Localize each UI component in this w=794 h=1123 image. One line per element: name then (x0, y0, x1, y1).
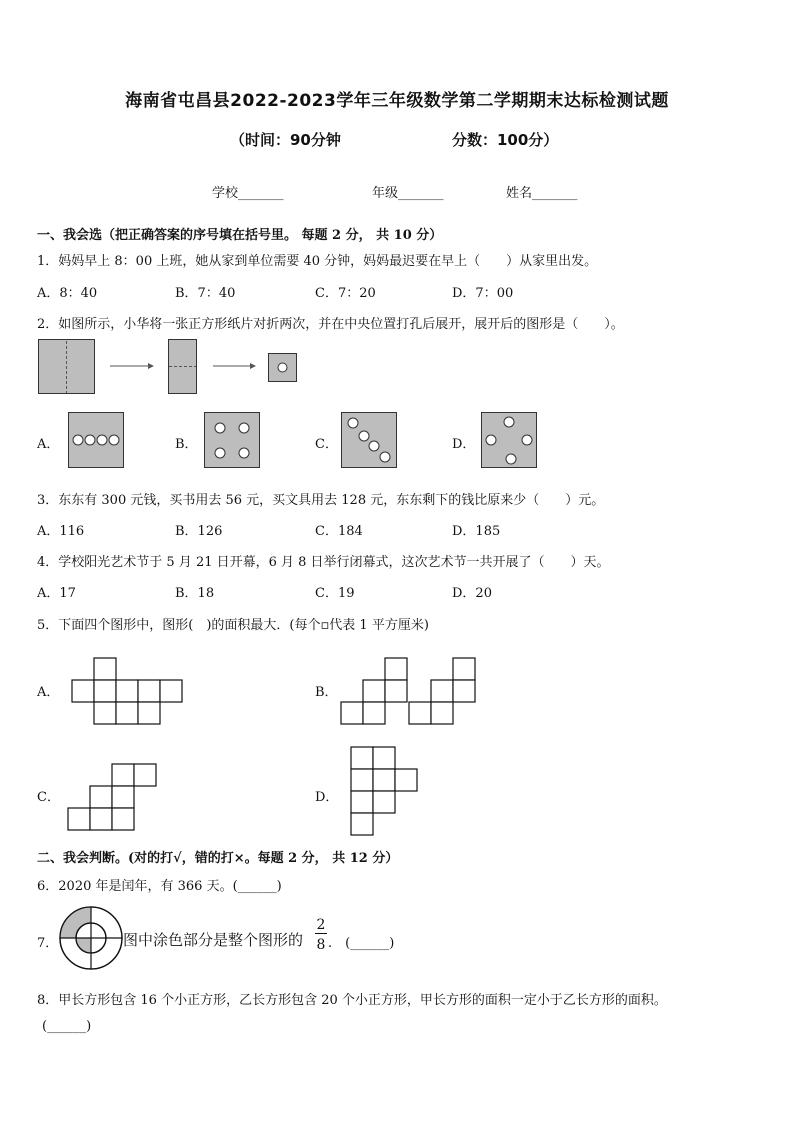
q5-option-a-grid (71, 657, 187, 727)
q1-option-a: A．8：40 (37, 286, 98, 301)
question-4: 4．学校阳光艺术节于 5 月 21 日开幕，6 月 8 日举行闭幕式，这次艺术节一共开展了（ ）天。 (37, 555, 610, 570)
question-6: 6．2020 年是闰年，有 366 天。(______) (37, 879, 282, 894)
question-8-answer-blank: (______) (42, 1019, 92, 1034)
question-3: 3．东东有 300 元钱，买书用去 56 元，买文具用去 128 元，东东剩下的钱比原来少（ ）元。 (37, 493, 605, 508)
q3-option-b: B．126 (175, 524, 223, 539)
q1-option-c: C．7：20 (315, 286, 376, 301)
school-field: 学校_______ (212, 186, 284, 201)
q5-option-c-grid (67, 763, 162, 833)
question-7-tail: . (______) (328, 936, 395, 951)
q2-option-a-figure (68, 412, 125, 469)
q3-option-c: C．184 (315, 524, 363, 539)
q5-option-a: A． (37, 685, 60, 700)
q2-option-c-figure (341, 412, 398, 469)
q5-option-c: C． (37, 790, 60, 805)
q5-option-b-grid (340, 657, 480, 727)
q1-option-d: D．7：00 (452, 286, 514, 301)
name-field: 姓名_______ (506, 186, 578, 201)
q2-option-a: A． (37, 437, 60, 452)
q2-option-d-figure (481, 412, 538, 469)
q4-option-a: A．17 (37, 586, 76, 601)
q4-option-b: B．18 (175, 586, 215, 601)
question-7-number: 7． (37, 936, 59, 951)
section-1-heading: 一、我会选（把正确答案的序号填在括号里。 每题 2 分， 共 10 分） (37, 228, 443, 243)
q2-option-b: B． (175, 437, 198, 452)
q2-option-b-figure (204, 412, 261, 469)
question-5: 5．下面四个图形中，图形( )的面积最大．(每个▫代表 1 平方厘米) (37, 618, 429, 633)
q1-option-b: B．7：40 (175, 286, 236, 301)
q4-option-d: D．20 (452, 586, 492, 601)
folding-sequence-figure (38, 339, 308, 397)
exam-time: （时间：90分钟 (230, 131, 341, 149)
q7-fraction-denominator: 8 (316, 937, 326, 953)
q3-option-d: D．185 (452, 524, 501, 539)
q5-option-d: D． (315, 790, 339, 805)
section-2-heading: 二、我会判断。(对的打√，错的打×。每题 2 分， 共 12 分） (37, 851, 399, 866)
q7-ring-figure (58, 905, 124, 971)
question-7-text: 图中涂色部分是整个图形的 (123, 931, 304, 949)
page-title: 海南省屯昌县2022-2023学年三年级数学第二学期期末达标检测试题 (125, 91, 669, 111)
exam-score: 分数：100分） (452, 131, 559, 149)
q5-option-d-grid (350, 746, 422, 840)
question-2: 2．如图所示，小华将一张正方形纸片对折两次，并在中央位置打孔后展开，展开后的图形是（ ）。 (37, 317, 624, 332)
q2-option-c: C． (315, 437, 338, 452)
q3-option-a: A．116 (37, 524, 85, 539)
question-8: 8．甲长方形包含 16 个小正方形，乙长方形包含 20 个小正方形，甲长方形的面积一定小于乙长方形的面积。 (37, 993, 667, 1008)
grade-field: 年级_______ (372, 186, 444, 201)
q7-fraction-numerator: 2 (316, 917, 326, 933)
q4-option-c: C．19 (315, 586, 355, 601)
question-1: 1．妈妈早上 8：00 上班，她从家到单位需要 40 分钟，妈妈最迟要在早上（ ）从家里出发。 (37, 254, 598, 269)
q7-fraction-bar (315, 933, 327, 934)
q5-option-b: B． (315, 685, 338, 700)
q2-option-d: D． (452, 437, 476, 452)
